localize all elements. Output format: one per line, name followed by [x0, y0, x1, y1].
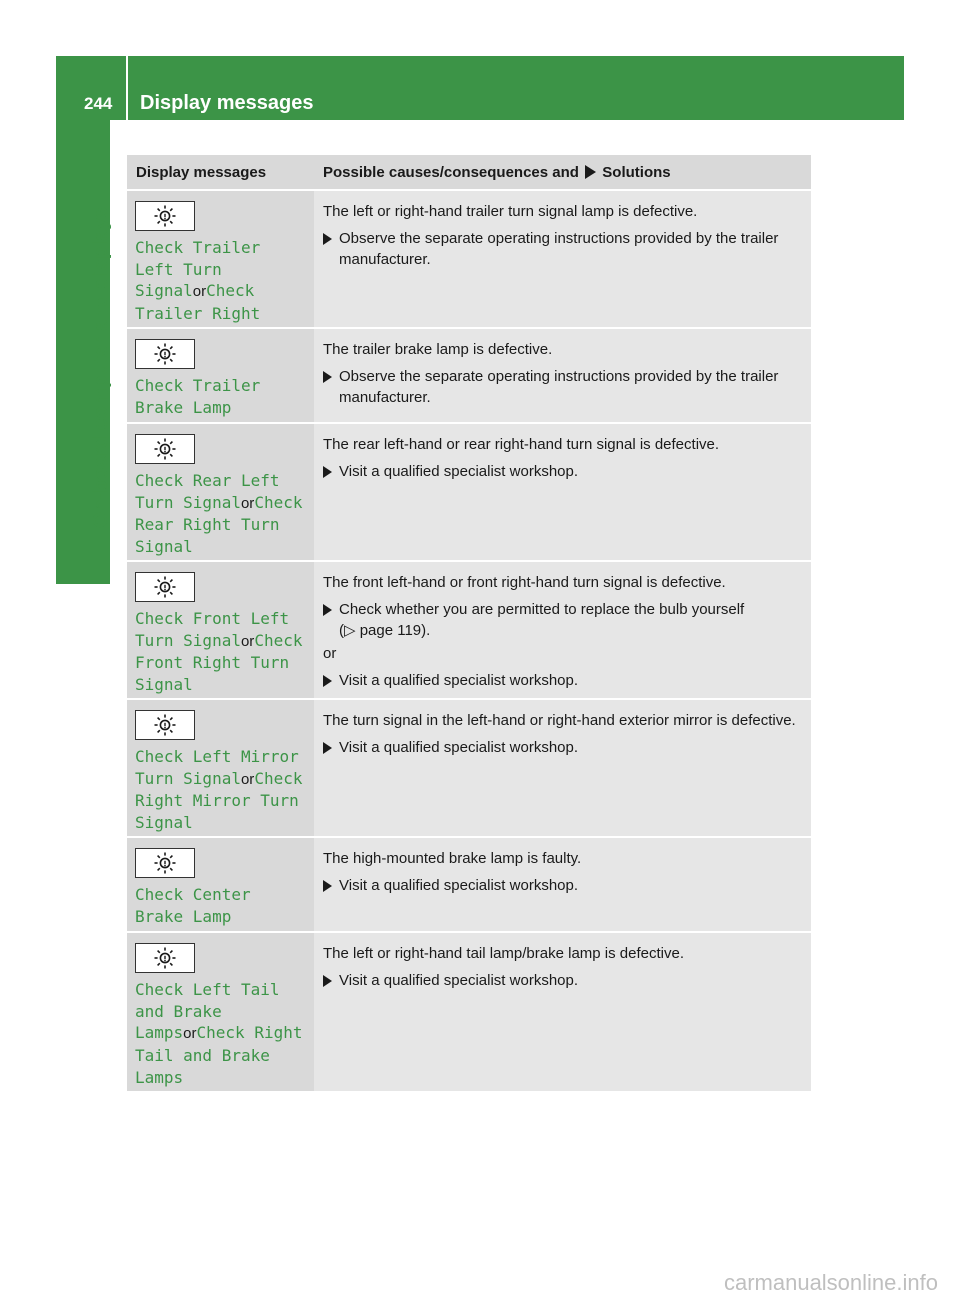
- bulb-icon: [135, 201, 195, 231]
- bulb-icon: [135, 572, 195, 602]
- col-header-pre: Possible causes/consequences and: [323, 164, 579, 181]
- page-header: [56, 56, 904, 120]
- solution-step: [323, 970, 801, 991]
- table-row: [127, 191, 811, 329]
- table-row: [127, 424, 811, 562]
- display-message: [135, 608, 305, 696]
- table-row: [127, 700, 811, 838]
- message-cell: [127, 562, 314, 698]
- message-text: Check Center Brake Lamp: [135, 885, 251, 926]
- solution-cell: [314, 700, 811, 836]
- message-text: Check Trailer Left Turn Signal: [135, 238, 261, 301]
- display-message: [135, 979, 305, 1089]
- step-text: Observe the separate operating instructions provided by the trailer manufacturer.: [339, 230, 779, 268]
- solution-step: [323, 875, 801, 896]
- step-arrow-icon: [323, 466, 332, 478]
- solution-step: [323, 670, 801, 691]
- message-cell: [127, 700, 314, 836]
- step-arrow-icon: [323, 604, 332, 616]
- step-arrow-icon: [323, 371, 332, 383]
- page-title: Display messages: [140, 92, 314, 114]
- display-messages-table: [127, 155, 811, 1093]
- cause-text: The high-mounted brake lamp is faulty.: [323, 850, 582, 867]
- or-text: or: [240, 494, 255, 512]
- message-cell: [127, 191, 314, 327]
- or-text: or: [240, 632, 255, 650]
- display-message: [135, 375, 275, 418]
- cause-text: The trailer brake lamp is defective.: [323, 341, 553, 358]
- col-header-solutions: [314, 155, 811, 189]
- solution-step: [323, 599, 801, 641]
- step-arrow-icon: [323, 975, 332, 987]
- cause-text: The front left-hand or front right-hand turn signal is defective.: [323, 574, 726, 591]
- watermark: carmanualsonline.info: [723, 1270, 938, 1295]
- or-text: or: [192, 283, 207, 301]
- message-cell: [127, 933, 314, 1091]
- or-separator: or: [323, 645, 337, 662]
- step-text: Observe the separate operating instructions provided by the trailer manufacturer.: [339, 368, 779, 406]
- message-text-alt: Check Rear Right Turn Signal: [135, 492, 303, 557]
- section-side-label: On-board computer and displays: [89, 206, 112, 528]
- message-text: Check Rear Left Turn Signal: [135, 471, 280, 512]
- cause-text: The turn signal in the left-hand or right-hand exterior mirror is defective.: [323, 712, 796, 729]
- table-header: [127, 155, 811, 191]
- cause-text: The left or right-hand trailer turn signal lamp is defective.: [323, 203, 698, 220]
- display-message: [135, 884, 305, 927]
- message-text-alt: Check Right Tail and Brake Lamps: [135, 1023, 303, 1087]
- message-cell: [127, 424, 314, 560]
- col-header-post: Solutions: [602, 164, 671, 181]
- table-row: [127, 329, 811, 424]
- bulb-icon: [135, 848, 195, 878]
- solution-cell: [314, 562, 811, 698]
- cause-text: The left or right-hand tail lamp/brake lamp is defective.: [323, 945, 685, 962]
- solution-step: [323, 228, 801, 270]
- step-arrow-icon: [323, 880, 332, 892]
- step-arrow-icon: [323, 675, 332, 687]
- solution-cell: [314, 838, 811, 931]
- solution-arrow-icon: [585, 165, 596, 179]
- table-row: [127, 838, 811, 933]
- message-text: Check Trailer Brake Lamp: [135, 376, 261, 417]
- solution-step: [323, 366, 801, 408]
- step-text: Visit a qualified specialist workshop.: [339, 972, 579, 989]
- solution-cell: [314, 329, 811, 422]
- or-text: or: [240, 770, 255, 788]
- step-arrow-icon: [323, 233, 332, 245]
- step-text: Visit a qualified specialist workshop.: [339, 739, 579, 756]
- page-reference[interactable]: (▷ page 119).: [339, 622, 431, 639]
- solution-cell: [314, 424, 811, 560]
- message-text-alt: Check Trailer Right: [135, 281, 261, 324]
- cause-text: The rear left-hand or rear right-hand turn signal is defective.: [323, 436, 720, 453]
- message-text: Check Front Left Turn Signal: [135, 609, 290, 650]
- display-message: [135, 470, 305, 558]
- message-cell: [127, 838, 314, 931]
- step-text: Visit a qualified specialist workshop.: [339, 877, 579, 894]
- message-text: Check Left Tail and Brake Lamps: [135, 980, 280, 1043]
- bulb-icon: [135, 339, 195, 369]
- page-number: 244: [84, 94, 113, 113]
- step-text: Check whether you are permitted to replace the bulb yourself: [339, 601, 745, 618]
- solution-cell: [314, 191, 811, 327]
- bulb-icon: [135, 434, 195, 464]
- message-text-alt: Check Front Right Turn Signal: [135, 630, 303, 695]
- header-divider: [126, 56, 128, 120]
- bulb-icon: [135, 943, 195, 973]
- solution-cell: [314, 933, 811, 1091]
- step-arrow-icon: [323, 742, 332, 754]
- solution-step: [323, 461, 801, 482]
- solution-step: [323, 737, 801, 758]
- bulb-icon: [135, 710, 195, 740]
- or-text: or: [183, 1025, 197, 1043]
- step-text: Visit a qualified specialist workshop.: [339, 672, 579, 689]
- display-message: [135, 746, 305, 834]
- step-text: Visit a qualified specialist workshop.: [339, 463, 579, 480]
- message-text: Check Left Mirror Turn Signal: [135, 747, 299, 788]
- message-cell: [127, 329, 314, 422]
- message-text-alt: Check Right Mirror Turn Signal: [135, 768, 303, 833]
- table-row: [127, 933, 811, 1093]
- table-row: [127, 562, 811, 700]
- col-header-display-messages: Display messages: [136, 164, 267, 181]
